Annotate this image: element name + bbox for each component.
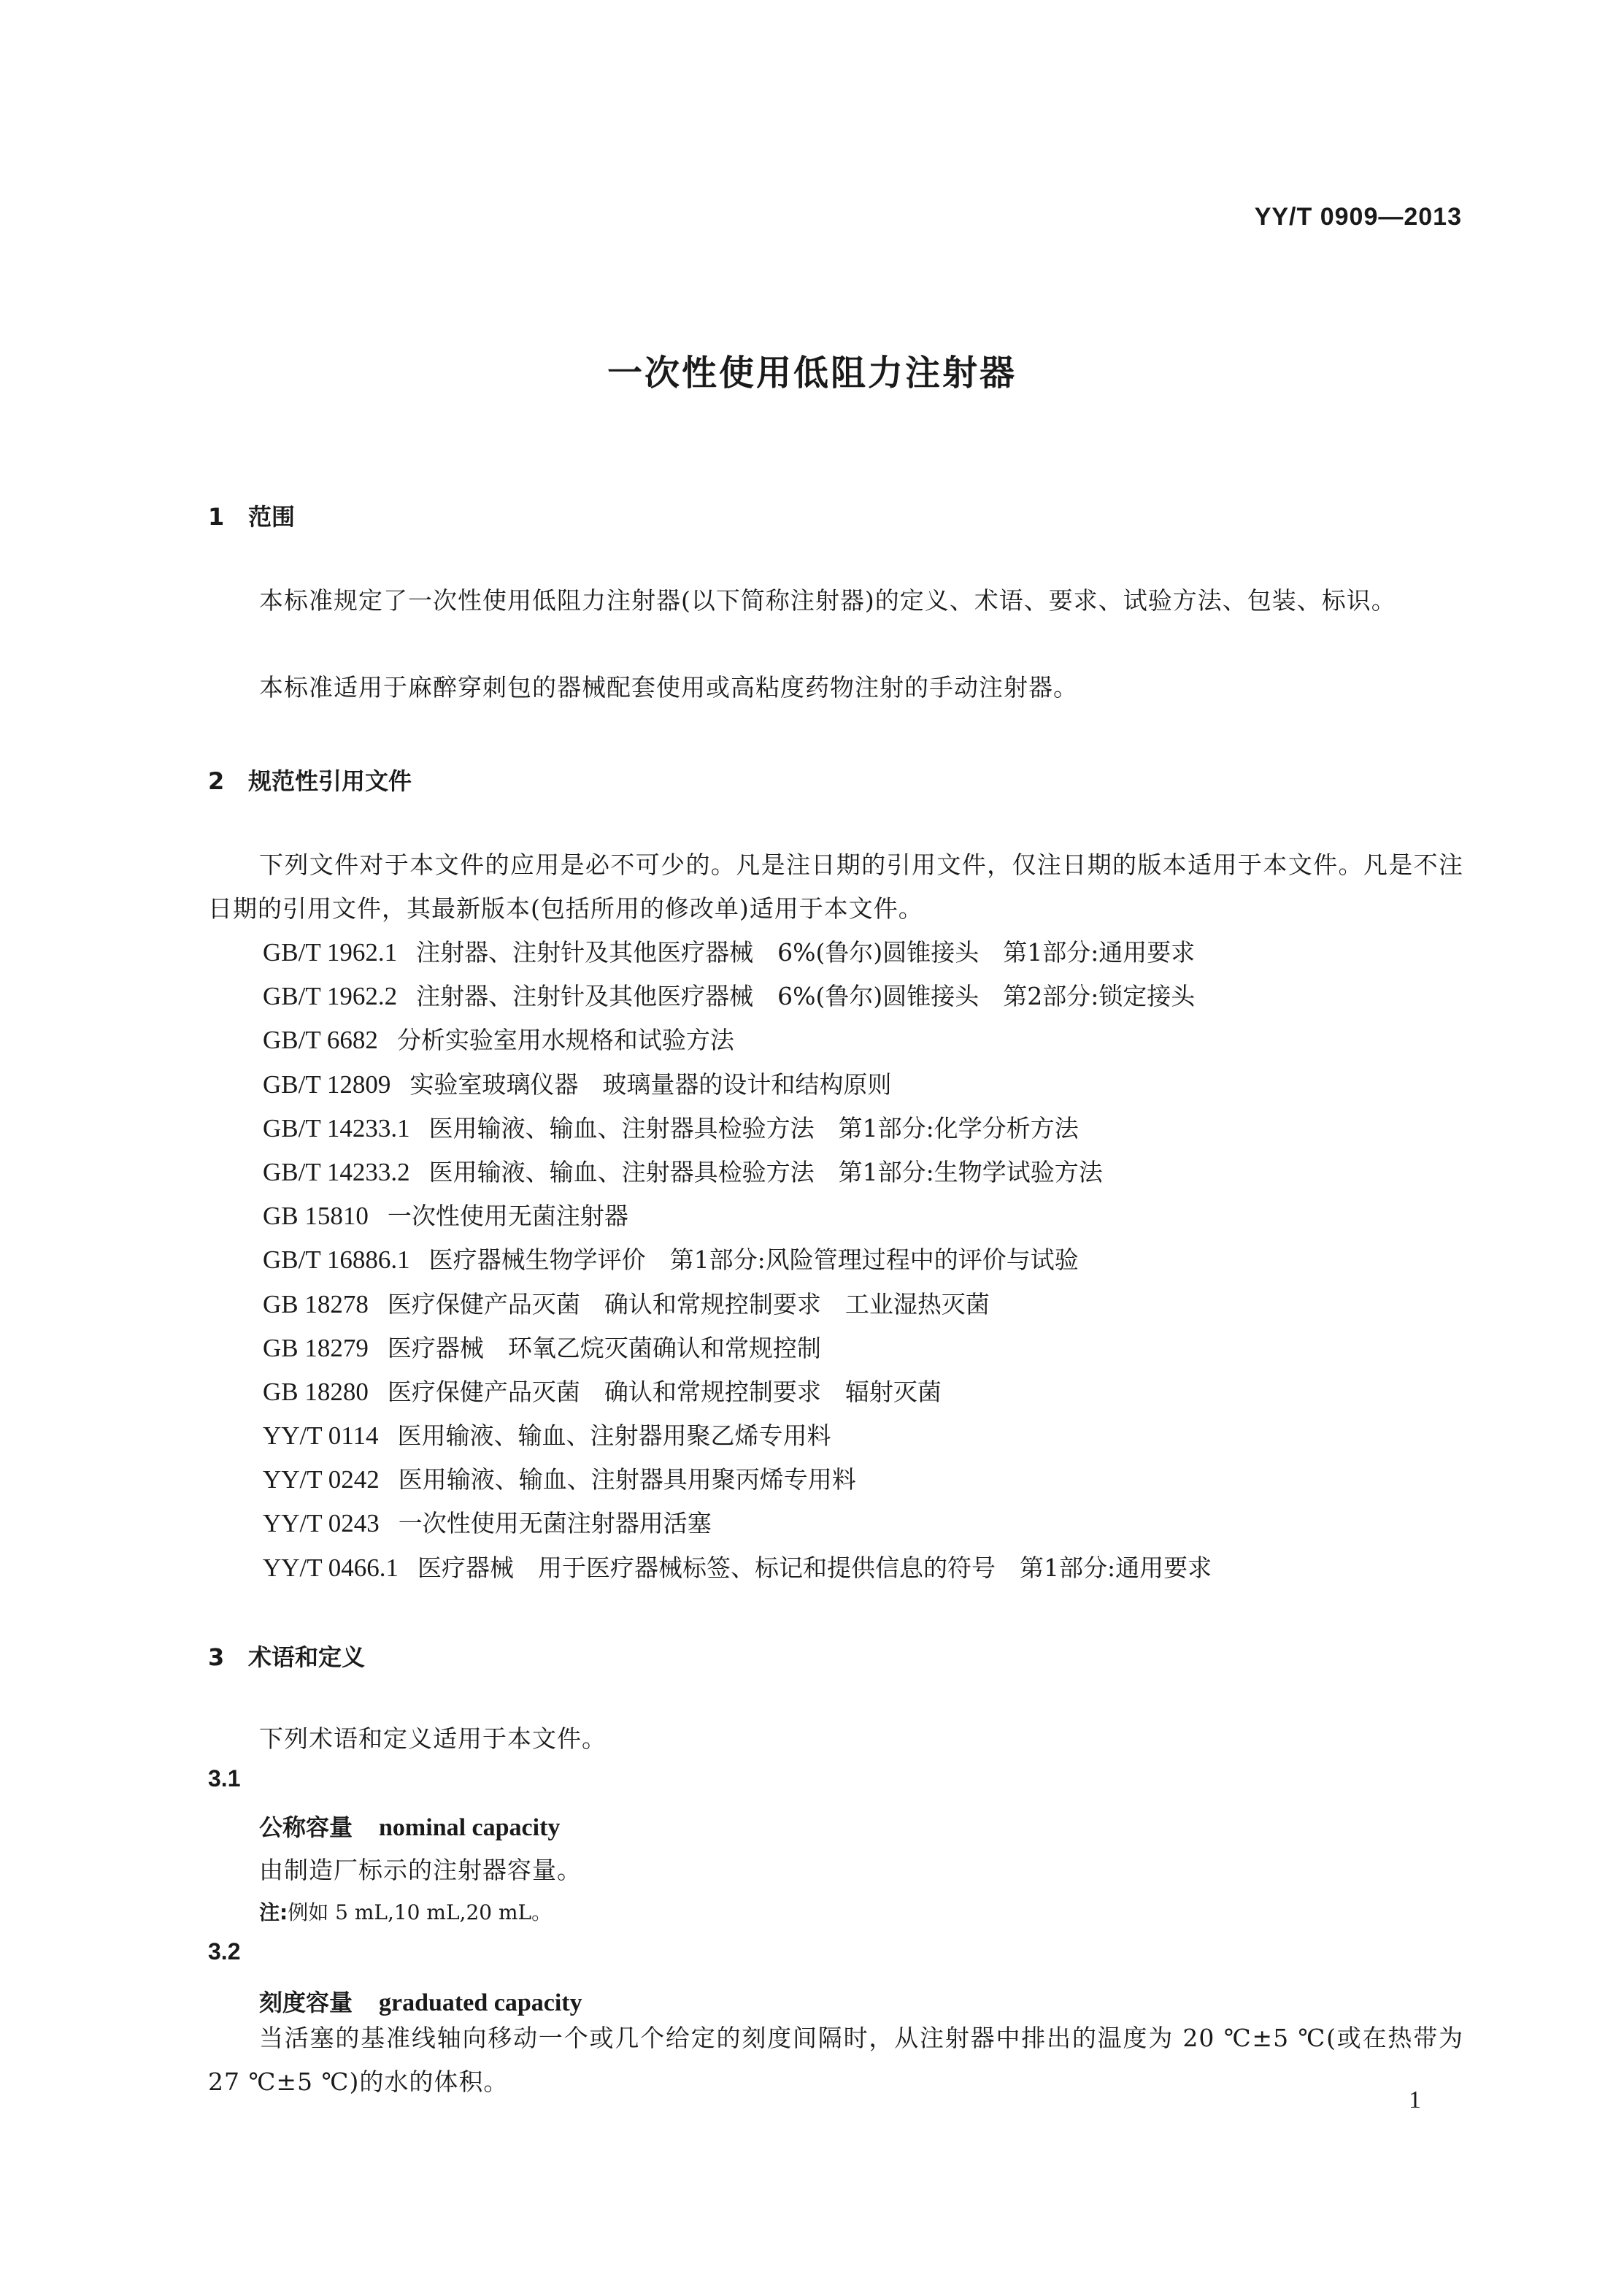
- reference-item: [263, 1414, 1212, 1458]
- term-definition: 由制造厂标示的注射器容量。: [259, 1856, 582, 1884]
- reference-code: GB/T 6682: [263, 1026, 378, 1055]
- section-2-heading: [208, 763, 412, 796]
- reference-item: [263, 931, 1212, 975]
- reference-title: 医疗保健产品灭菌 确认和常规控制要求 辐射灭菌: [387, 1377, 942, 1406]
- note-text: 例如 5 mL,10 mL,20 mL。: [288, 1900, 553, 1924]
- term-heading: [259, 1809, 560, 1843]
- term-definition: 当活塞的基准线轴向移动一个或几个给定的刻度间隔时，从注射器中排出的温度为 20 ℃±5 ℃(或在热带为 27 ℃±5 ℃)的水的体积。: [208, 2024, 1463, 2096]
- reference-title: 医疗器械生物学评价 第1部分:风险管理过程中的评价与试验: [428, 1245, 1079, 1275]
- term-zh: 刻度容量: [259, 1989, 353, 2016]
- reference-code: YY/T 0243: [263, 1509, 380, 1538]
- reference-item: [263, 1370, 1212, 1414]
- reference-title: 医用输液、输血、注射器具检验方法 第1部分:化学分析方法: [428, 1113, 1079, 1143]
- standard-code: YY/T 0909—2013: [1254, 203, 1462, 231]
- reference-title: 医疗器械 用于医疗器械标签、标记和提供信息的符号 第1部分:通用要求: [417, 1553, 1212, 1582]
- page-number: 1: [1409, 2086, 1421, 2113]
- section-number: 3: [208, 1643, 225, 1671]
- term-heading: [259, 1984, 582, 2018]
- reference-item: [263, 1326, 1212, 1370]
- reference-code: GB/T 14233.2: [263, 1157, 410, 1186]
- reference-item: [263, 1107, 1212, 1151]
- reference-title: 分析实验室用水规格和试验方法: [396, 1026, 734, 1055]
- reference-title: 医用输液、输血、注射器具检验方法 第1部分:生物学试验方法: [428, 1157, 1103, 1186]
- reference-item: [263, 1546, 1212, 1590]
- section-title: 规范性引用文件: [248, 767, 412, 795]
- reference-item: [263, 1283, 1212, 1326]
- reference-code: YY/T 0466.1: [263, 1553, 399, 1582]
- reference-item: [263, 1018, 1212, 1062]
- reference-code: GB/T 1962.1: [263, 938, 398, 967]
- reference-code: YY/T 0242: [263, 1465, 380, 1494]
- reference-item: [263, 975, 1212, 1018]
- reference-code: GB 18279: [263, 1333, 369, 1362]
- term-number: 3.2: [208, 1938, 241, 1965]
- section-number: 2: [208, 767, 225, 795]
- terms-intro: 下列术语和定义适用于本文件。: [259, 1724, 607, 1753]
- term-en: nominal capacity: [379, 1814, 561, 1841]
- reference-title: 医用输液、输血、注射器具用聚丙烯专用料: [398, 1465, 856, 1494]
- document-title: 一次性使用低阻力注射器: [607, 353, 1017, 393]
- reference-title: 一次性使用无菌注射器: [387, 1202, 628, 1231]
- reference-item: [263, 1238, 1212, 1282]
- reference-code: GB 18280: [263, 1377, 369, 1406]
- reference-code: GB 18278: [263, 1289, 369, 1318]
- reference-item: [263, 1151, 1212, 1194]
- section-title: 范围: [248, 503, 296, 531]
- reference-title: 医用输液、输血、注射器用聚乙烯专用料: [397, 1421, 831, 1451]
- reference-code: GB 15810: [263, 1202, 369, 1231]
- reference-title: 实验室玻璃仪器 玻璃量器的设计和结构原则: [409, 1070, 892, 1099]
- term-number: 3.1: [208, 1765, 241, 1792]
- scope-paragraph-1: 本标准规定了一次性使用低阻力注射器(以下简称注射器)的定义、术语、要求、试验方法、包装、标识。: [259, 586, 1396, 615]
- reference-code: GB/T 1962.2: [263, 982, 398, 1011]
- scope-paragraph-2: 本标准适用于麻醉穿刺包的器械配套使用或高粘度药物注射的手动注射器。: [259, 673, 1078, 702]
- reference-list: [263, 931, 1212, 1590]
- term-note: [259, 1897, 552, 1926]
- references-intro: 下列文件对于本文件的应用是必不可少的。凡是注日期的引用文件，仅注日期的版本适用于本文件。凡是不注日期的引用文件，其最新版本(包括所用的修改单)适用于本文件。: [208, 850, 1463, 923]
- reference-item: [263, 1063, 1212, 1107]
- reference-title: 一次性使用无菌注射器用活塞: [398, 1509, 712, 1538]
- reference-title: 注射器、注射针及其他医疗器械 6%(鲁尔)圆锥接头 第2部分:锁定接头: [416, 982, 1196, 1011]
- section-title: 术语和定义: [248, 1643, 366, 1671]
- section-1-heading: [208, 499, 295, 532]
- reference-item: [263, 1194, 1212, 1238]
- reference-code: GB/T 12809: [263, 1070, 391, 1099]
- term-en: graduated capacity: [379, 1989, 582, 2016]
- note-label: 注:: [259, 1900, 288, 1924]
- reference-title: 注射器、注射针及其他医疗器械 6%(鲁尔)圆锥接头 第1部分:通用要求: [416, 938, 1196, 967]
- section-number: 1: [208, 503, 225, 531]
- section-3-heading: [208, 1639, 365, 1673]
- reference-item: [263, 1502, 1212, 1545]
- reference-item: [263, 1458, 1212, 1502]
- reference-title: 医疗器械 环氧乙烷灭菌确认和常规控制: [387, 1333, 821, 1362]
- reference-code: YY/T 0114: [263, 1421, 379, 1451]
- reference-title: 医疗保健产品灭菌 确认和常规控制要求 工业湿热灭菌: [387, 1289, 990, 1318]
- reference-code: GB/T 14233.1: [263, 1113, 410, 1143]
- term-zh: 公称容量: [259, 1813, 353, 1841]
- reference-code: GB/T 16886.1: [263, 1245, 410, 1275]
